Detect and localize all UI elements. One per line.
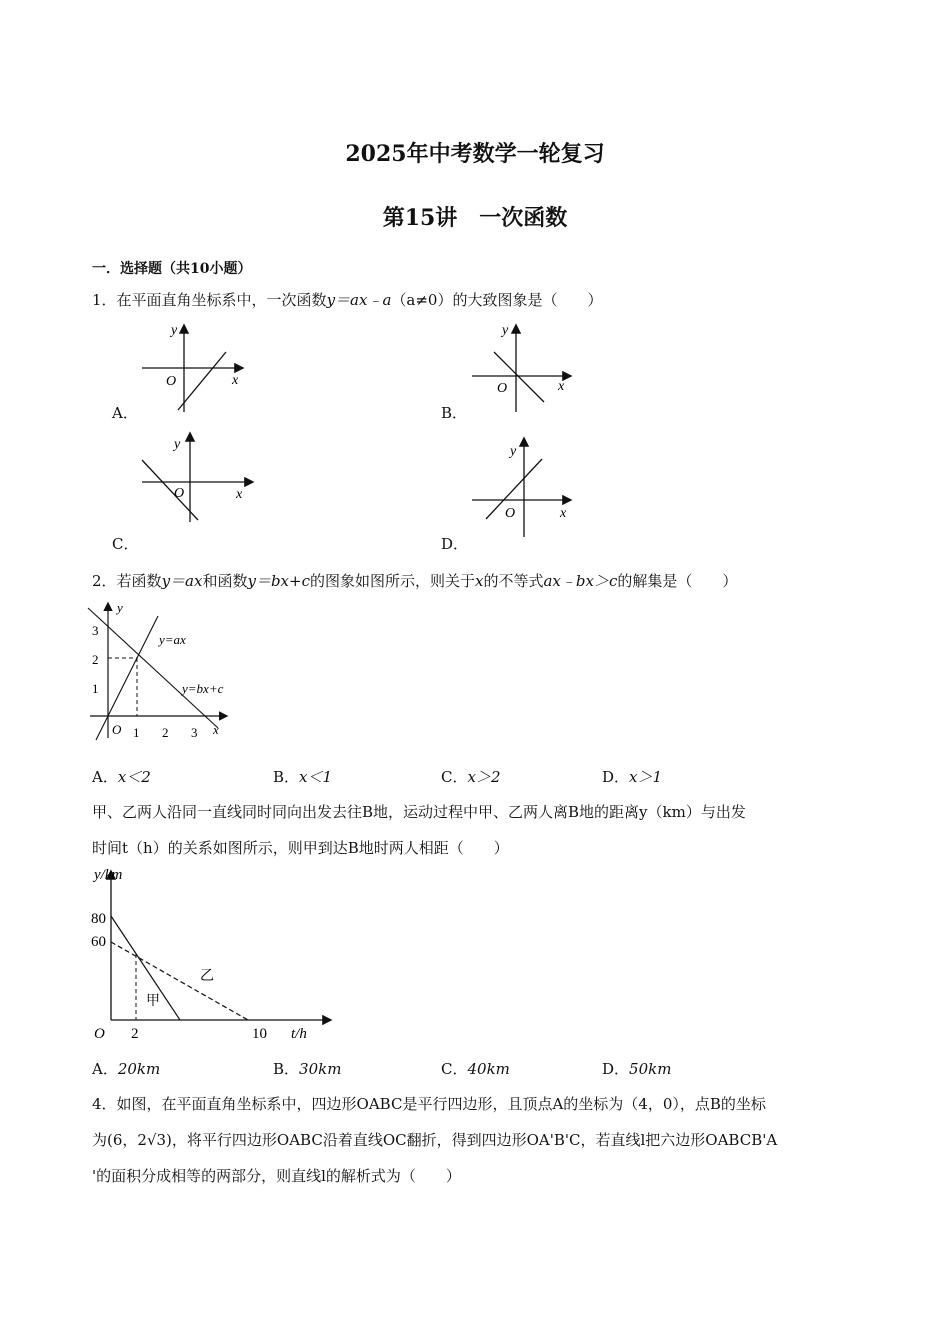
q3-option-c[interactable] [441,1058,510,1079]
q3-option-b[interactable] [273,1058,341,1079]
line-label-yi: 乙 [200,969,214,984]
function-1: y＝ax [161,572,203,590]
question-text: 为 [92,1131,108,1149]
origin-label: O [112,722,122,737]
origin-label: O [505,506,516,521]
q1-graph-c [140,432,255,524]
option-label: C． [441,1060,468,1078]
option-label: C． [441,768,468,786]
q2-option-b[interactable] [273,766,332,787]
y-axis-label: y [117,600,123,615]
q3-graph [88,868,338,1043]
x-tick-10: 10 [252,1026,267,1042]
option-value: x＜2 [117,768,151,786]
y-tick-60: 60 [91,934,106,950]
option-value: x＜1 [299,768,333,786]
coordinate-b: (6，2√3) [107,1131,172,1149]
variable: x [475,572,484,590]
question-3-line-1: 甲、乙两人沿同一直线同时同向出发去往B地，运动过程中甲、乙两人离B地的距离y（km）与出发 [92,803,746,821]
question-4-line-2 [92,1130,777,1150]
question-text: 和函数 [202,572,248,590]
option-label: A． [92,1060,118,1078]
q1-option-d[interactable]: D． [441,535,469,553]
question-text: ，将平行四边形OABC沿着直线OC翻折，得到四边形OA'B'C，若直线l把六边形OABCB'A [171,1131,778,1149]
x-axis-label: x [558,379,565,394]
condition: （a≠0） [391,291,453,309]
y-axis-label: y [510,444,517,459]
question-number: 1． [92,291,117,309]
origin-label: O [174,486,185,501]
question-number: 2． [92,572,117,590]
q1-graph-d [470,437,580,529]
y-tick-3: 3 [92,623,99,638]
option-value: 40km [467,1060,510,1078]
question-2 [92,571,737,591]
question-text: 的图象如图所示，则关于 [309,572,475,590]
q1-option-a[interactable]: A． [112,404,138,422]
question-number: 4． [92,1095,117,1113]
page-title: 2025年中考数学一轮复习 [345,141,605,167]
x-tick-2: 2 [131,1026,139,1042]
q2-option-c[interactable] [441,766,501,787]
x-axis-label: x [560,506,567,521]
question-4-line-3: '的面积分成相等的两部分，则直线l的解析式为（ ） [92,1167,461,1185]
x-axis-label: x [236,487,243,502]
question-1 [92,290,602,310]
lesson-title: 第15讲 一次函数 [382,205,568,231]
x-axis-label: t/h [291,1026,307,1042]
y-tick-80: 80 [91,911,106,927]
line-label-jia: 甲 [146,994,160,1009]
q3-option-d[interactable] [602,1058,671,1079]
line-label-ax: y=ax [159,632,186,647]
question-text-end: 的解集是（ ） [617,572,738,590]
question-text: 在平面直角坐标系中，一次函数 [116,291,327,309]
question-text: 如图，在平面直角坐标系中，四边形OABC是平行四边形，且顶点A的坐标为（4，0），点B的坐标 [116,1095,766,1113]
section-heading: 一．选择题（共10小题） [92,261,252,277]
x-axis-label: x [232,373,239,388]
option-value: 50km [629,1060,672,1078]
function-2: y＝bx+c [247,572,310,590]
y-axis-label: y/km [94,867,123,883]
option-label: A． [92,768,118,786]
x-tick-1: 1 [133,725,140,740]
question-text: 若函数 [116,572,162,590]
x-tick-2: 2 [162,725,169,740]
q3-option-a[interactable] [92,1058,160,1079]
question-4-line-1 [92,1094,766,1114]
question-3-line-2: 时间t（h）的关系如图所示，则甲到达B地时两人相距（ ） [92,839,509,857]
option-label: D． [602,1060,630,1078]
option-value: x＞1 [629,768,663,786]
q2-option-a[interactable] [92,766,151,787]
question-text: 的不等式 [483,572,544,590]
q2-graph [86,600,231,742]
q1-option-b[interactable]: B． [441,404,468,422]
option-value: 30km [299,1060,342,1078]
line-label-bx: y=bx+c [182,681,224,696]
origin-label: O [94,1026,105,1042]
function-expression: y＝ax﹣a [326,291,392,309]
q1-graph-a [140,322,250,414]
q1-graph-b [470,322,580,414]
origin-label: O [497,381,508,396]
option-label: D． [602,768,630,786]
x-axis-label: x [213,722,219,737]
option-label: B． [273,768,300,786]
x-tick-3: 3 [191,725,198,740]
y-tick-1: 1 [92,681,99,696]
option-value: x＞2 [467,768,501,786]
origin-label: O [166,374,177,389]
y-axis-label: y [502,323,509,338]
y-axis-label: y [171,323,178,338]
inequality: ax﹣bx＞c [543,572,618,590]
y-tick-2: 2 [92,652,99,667]
y-axis-label: y [174,437,181,452]
option-label: B． [273,1060,300,1078]
option-value: 20km [117,1060,161,1078]
q1-option-c[interactable]: C． [112,535,139,553]
q2-option-d[interactable] [602,766,662,787]
question-text-end: 的大致图象是（ ） [452,291,603,309]
